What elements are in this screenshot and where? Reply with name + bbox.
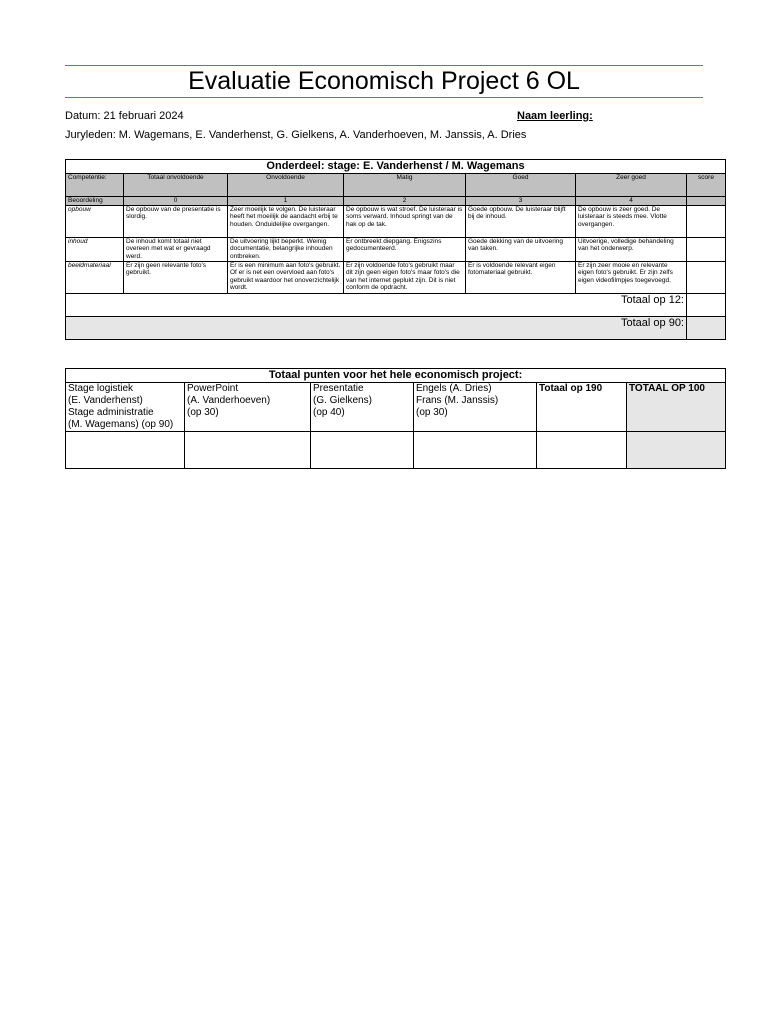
rubric-cell: De opbouw van de presentatie is slordig. <box>124 205 228 237</box>
rubric-cell: Goede dekking van de uitvoering van taken. <box>466 237 576 261</box>
rubric-cell: Er zijn voldoende foto's gebruikt maar dit zijn geen eigen foto's maar foto's die van het internet geplukt zijn. Dit is niet conform de opdracht. <box>344 261 466 293</box>
beoordeling-label: Beoordeling <box>66 197 124 206</box>
summary-header-line: Engels (A. Dries) <box>416 383 492 394</box>
score-input-cell[interactable] <box>687 261 726 293</box>
summary-header-line: Presentatie <box>313 383 364 394</box>
summary-score-cell[interactable] <box>414 432 537 469</box>
header-level: Goed <box>466 174 576 197</box>
summary-score-cell[interactable] <box>311 432 414 469</box>
summary-score-row <box>66 432 726 469</box>
score-input-cell[interactable] <box>687 237 726 261</box>
jury-line: Juryleden: M. Wagemans, E. Vanderhenst, G. Gielkens, A. Vanderhoeven, M. Janssis, A. Dries <box>65 129 527 141</box>
summary-header-line: TOTAAL OP 100 <box>629 383 705 394</box>
summary-header-line: Frans (M. Janssis) <box>416 395 499 406</box>
summary-header-line: (op 30) <box>416 407 448 418</box>
rubric-cell: Er ontbreekt diepgang. Enigszins gedocumenteerd. <box>344 237 466 261</box>
summary-section-title: Totaal punten voor het hele economisch project: <box>66 369 726 383</box>
summary-header-line: (E. Vanderhenst) <box>68 395 143 406</box>
score-value: 2 <box>344 197 466 206</box>
summary-header-row <box>66 383 726 432</box>
score-value: 0 <box>124 197 228 206</box>
summary-header-presentatie <box>311 383 414 432</box>
rubric-cell: De opbouw is zeer goed. De luisteraar is steeds mee. Vlotte overgangen. <box>576 205 687 237</box>
rubric-cell: Uitvoerige, volledige behandeling van het onderwerp. <box>576 237 687 261</box>
summary-header-line: Stage administratie <box>68 407 154 418</box>
header-score: score <box>687 174 726 197</box>
summary-header-talen <box>414 383 537 432</box>
summary-header-line: PowerPoint <box>187 383 239 394</box>
criterion-label: beeldmateriaal <box>66 261 124 293</box>
criterion-label: opbouw <box>66 205 124 237</box>
student-name-label: Naam leerling: <box>517 110 593 122</box>
header-level: Totaal onvoldoende <box>124 174 228 197</box>
rubric-cell: Goede opbouw. De luisteraar blijft bij de inhoud. <box>466 205 576 237</box>
bottom-green-rule <box>65 97 703 98</box>
summary-score-cell[interactable] <box>537 432 627 469</box>
total-12-input[interactable] <box>687 293 726 316</box>
rubric-row <box>66 237 726 261</box>
rubric-table <box>65 159 726 340</box>
date-line: Datum: 21 februari 2024 <box>65 110 184 122</box>
summary-header-powerpoint <box>185 383 311 432</box>
rubric-cell: Er zijn zeer mooie en relevante eigen foto's gebruikt. Er zijn zelfs eigen videofilmpjes toegevoegd. <box>576 261 687 293</box>
rubric-row <box>66 261 726 293</box>
total-90-input[interactable] <box>687 316 726 339</box>
total-90-label: Totaal op 90: <box>66 316 687 339</box>
summary-header-line: (op 30) <box>187 407 219 418</box>
rubric-cell: Er is voldoende relevant eigen fotomateriaal gebruikt. <box>466 261 576 293</box>
rubric-cell: Er is een minimum aan foto's gebruikt. Of er is net een overvloed aan foto's gebruikt waardoor het onoverzichtelijk wordt. <box>228 261 344 293</box>
summary-table <box>65 368 726 469</box>
rubric-cell: Zeer moeilijk te volgen. De luisteraar heeft het moeilijk de aandacht erbij te houden. Onduidelijke overgangen. <box>228 205 344 237</box>
criterion-label: inhoud <box>66 237 124 261</box>
summary-header-line: Stage logistiek <box>68 383 134 394</box>
summary-header-stage <box>66 383 185 432</box>
rubric-row <box>66 205 726 237</box>
header-level: Matig <box>344 174 466 197</box>
rubric-cell: De uitvoering lijkt beperkt. Weinig documentatie, belangrijke inhouden ontbreken. <box>228 237 344 261</box>
summary-header-total-190 <box>537 383 627 432</box>
score-value: 3 <box>466 197 576 206</box>
summary-header-line: (G. Gielkens) <box>313 395 372 406</box>
rubric-cell: De opbouw is wat stroef. De luisteraar is soms verward. Inhoud springt van de hak op de tak. <box>344 205 466 237</box>
score-value: 4 <box>576 197 687 206</box>
summary-score-cell[interactable] <box>66 432 185 469</box>
summary-header-total-100 <box>627 383 726 432</box>
page-title: Evaluatie Economisch Project 6 OL <box>188 67 580 95</box>
rubric-cell: De inhoud komt totaal niet overeen met wat er gevraagd werd. <box>124 237 228 261</box>
header-competentie: Competentie: <box>66 174 124 197</box>
summary-score-cell[interactable] <box>185 432 311 469</box>
summary-header-line: (op 40) <box>313 407 345 418</box>
score-input-cell[interactable] <box>687 205 726 237</box>
rubric-cell: Er zijn geen relevante foto's gebruikt. <box>124 261 228 293</box>
summary-header-line: Totaal op 190 <box>539 383 603 394</box>
header-level: Zeer goed <box>576 174 687 197</box>
rubric-section-title: Onderdeel: stage: E. Vanderhenst / M. Wagemans <box>66 160 726 174</box>
total-12-label: Totaal op 12: <box>66 293 687 316</box>
summary-header-line: (M. Wagemans) (op 90) <box>68 419 174 430</box>
score-value: 1 <box>228 197 344 206</box>
summary-header-line: (A. Vanderhoeven) <box>187 395 271 406</box>
header-level: Onvoldoende <box>228 174 344 197</box>
summary-score-cell[interactable] <box>627 432 726 469</box>
score-value-empty <box>687 197 726 206</box>
